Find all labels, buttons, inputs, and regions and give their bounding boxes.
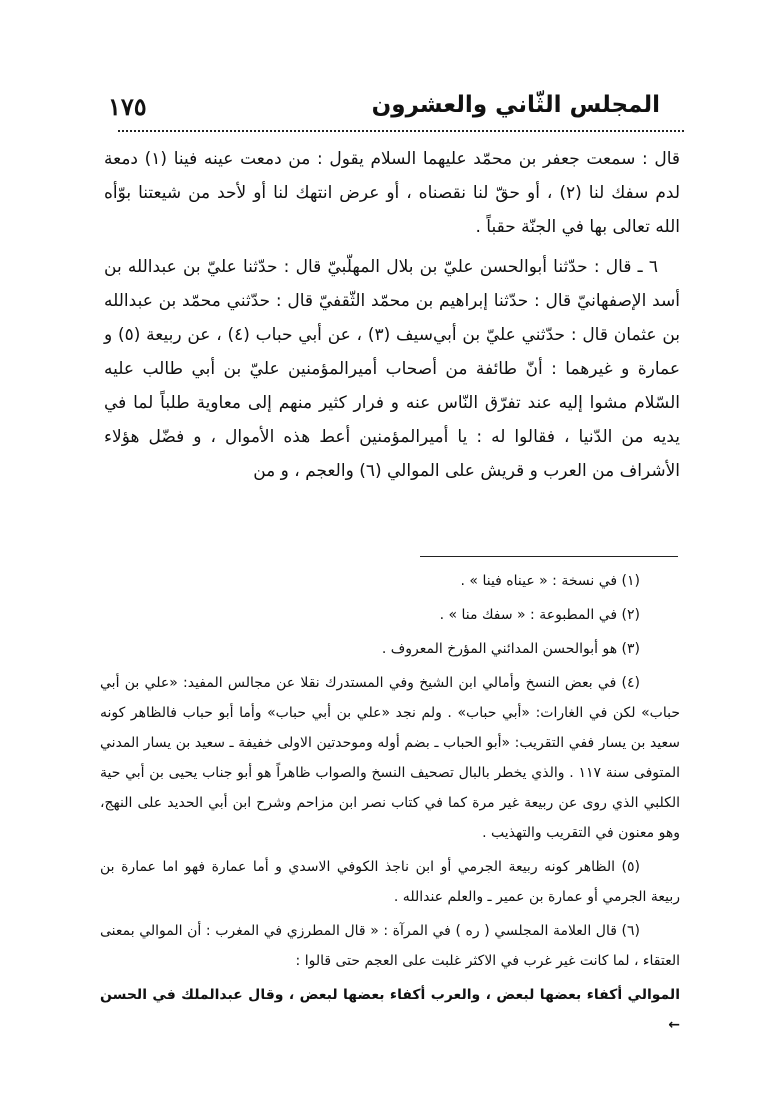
footnote-2: (٢) في المطبوعة : « سفك منا » .	[439, 607, 640, 623]
paragraph-hadith-6: ٦ ـ قال : حدّثنا أبوالحسن عليّ بن بلال المهلّبيّ قال : حدّثنا عليّ بن عبدالله بن أسد الإصفهانيّ قال : حدّثنا إبراهيم بن محمّد الثّقفيّ قال : حدّثني محمّد بن عبدالله بن عثمان قال : حدّثني عليّ بن أبي‌سيف (٣) ، عن أبي حباب (٤) ، عن ربيعة (٥) و عمارة و غيرهما : أنّ طائفة من أصحاب أميرالمؤمنين عليّ بن أبي طالب عليه السّلام مشوا إليه عند تفرّق النّاس عنه و فرار كثير منهم إلى معاوية طلباً لما في يديه من الدّنيا ، فقالوا له : يا أميرالمؤمنين أعط هذه الأموال ، و فضّل هؤلاء الأشراف من العرب و قريش على الموالي (٦) والعجم ، و من	[104, 257, 680, 481]
footnote-1: (١) في نسخة : « عيناه فينا » .	[460, 573, 640, 589]
page-header	[108, 92, 660, 128]
footnote-5: (٥) الظاهر كونه ربيعة الجرمي أو ابن ناجذ الكوفي الاسدي و أما عمارة فهو اما عمارة بن ربيعة الجرمي أو عمارة بن عمير ـ والعلم عندالله .	[100, 859, 680, 905]
footnotes	[100, 566, 680, 1044]
paragraph-hadith-5-end: قال : سمعت جعفر بن محمّد عليهما السلام يقول : من دمعت عينه فينا (١) دمعة لدم سفك لنا (٢) ، أو حقّ لنا نقصناه ، أو عرض انتهك لنا أو لأحد من شيعتنا بوّأه الله تعالى بها في الجنّة حقباً .	[104, 149, 680, 237]
page-number: ١٧٥	[108, 92, 147, 121]
footnote-3: (٣) هو أبوالحسن المدائني المؤرخ المعروف .	[381, 641, 640, 657]
running-title: المجلس الثّاني والعشرون	[371, 92, 660, 118]
main-text	[104, 142, 680, 488]
footnote-6: (٦) قال العلامة المجلسي ( ره ) في المرآة : « قال المطرزي في المغرب : أن الموالي بمعنى العتقاء ، لما كانت غير غرب في الاكثر غلبت على العجم حتى قالوا :	[100, 923, 680, 969]
header-dotted-rule	[118, 130, 684, 132]
footnote-separator	[420, 556, 678, 557]
footnote-4: (٤) في بعض النسخ وأمالي ابن الشيخ وفي المستدرك نقلا عن مجالس المفيد: «علي بن أبي حباب» لكن في الغارات: «أبي حباب» . ولم نجد «علي بن أبي حباب» وأما أبو حباب فالظاهر كونه سعيد بن يسار ففي التقريب: «أبو الحباب ـ بضم أوله وموحدتين الاولى خفيفة ـ سعيد بن يسار المدني المتوفى سنة ١١٧ . والذي يخطر بالبال تصحيف النسخ والصواب ظاهراً هو أبو جناب يحيى بن أبي حية الكلبي الذي روى عن ربيعة غير مرة كما في كتاب نصر ابن مزاحم وشرح ابن أبي الحديد على النهج، وهو معنون في التقريب والتهذيب .	[100, 675, 680, 841]
footnote-6-continued: الموالي أكفاء بعضها لبعض ، والعرب أكفاء بعضها لبعض ، وقال عبدالملك في الحسن ←	[100, 987, 680, 1033]
